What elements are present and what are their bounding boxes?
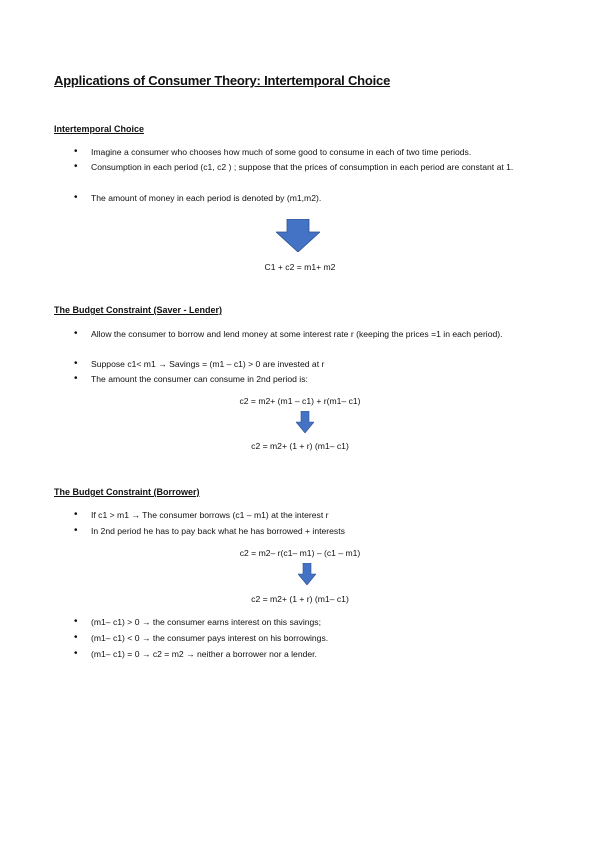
down-arrow-icon bbox=[276, 219, 320, 252]
bullet-icon: • bbox=[74, 648, 78, 659]
equation-budget: C1 + c2 = m1+ m2 bbox=[264, 262, 336, 272]
list-item: • Suppose c1< m1 → Savings = (m1 – c1) > 0 are invested at r bbox=[74, 358, 325, 369]
bullet-icon: • bbox=[74, 525, 78, 536]
list-item: • In 2nd period he has to pay back what he has borrowed + interests bbox=[74, 525, 345, 536]
equation-borrower-2: c2 = m2+ (1 + r) (m1– c1) bbox=[251, 594, 349, 604]
down-arrow-icon bbox=[296, 411, 314, 433]
list-item: • Imagine a consumer who chooses how much of some good to consume in each of two time periods. bbox=[74, 146, 472, 157]
section-heading-intertemporal: Intertemporal Choice bbox=[54, 124, 145, 134]
bullet-icon: • bbox=[74, 373, 78, 384]
bullet-icon: • bbox=[74, 146, 78, 157]
section-heading-saver-lender: The Budget Constraint (Saver - Lender) bbox=[54, 305, 223, 315]
list-item: • (m1– c1) = 0 → c2 = m2 → neither a borrower nor a lender. bbox=[74, 648, 317, 659]
list-item: • (m1– c1) < 0 → the consumer pays interest on his borrowings. bbox=[74, 632, 329, 643]
bullet-icon: • bbox=[74, 616, 78, 627]
down-arrow-icon bbox=[298, 563, 316, 585]
list-item: • The amount the consumer can consume in 2nd period is: bbox=[74, 373, 308, 384]
equation-saver-2: c2 = m2+ (1 + r) (m1– c1) bbox=[251, 441, 349, 451]
list-item: • The amount of money in each period is denoted by (m1,m2). bbox=[74, 192, 322, 203]
equation-saver-1: c2 = m2+ (m1 – c1) + r(m1– c1) bbox=[239, 396, 361, 406]
list-item: • If c1 > m1 → The consumer borrows (c1 – m1) at the interest r bbox=[74, 509, 329, 520]
bullet-icon: • bbox=[74, 358, 78, 369]
bullet-icon: • bbox=[74, 161, 78, 172]
page-title: Applications of Consumer Theory: Intertemporal Choice bbox=[54, 73, 391, 88]
equation-borrower-1: c2 = m2– r(c1– m1) – (c1 – m1) bbox=[239, 548, 361, 558]
list-item: • Allow the consumer to borrow and lend money at some interest rate r (keeping the prices =1 in each period). bbox=[74, 328, 503, 339]
bullet-icon: • bbox=[74, 192, 78, 203]
bullet-icon: • bbox=[74, 632, 78, 643]
list-item: • (m1– c1) > 0 → the consumer earns interest on this savings; bbox=[74, 616, 321, 627]
bullet-icon: • bbox=[74, 509, 78, 520]
section-heading-borrower: The Budget Constraint (Borrower) bbox=[54, 487, 200, 497]
bullet-icon: • bbox=[74, 328, 78, 339]
list-item: • Consumption in each period (c1, c2 ) ; suppose that the prices of consumption in each period are constant at 1. bbox=[74, 161, 514, 172]
